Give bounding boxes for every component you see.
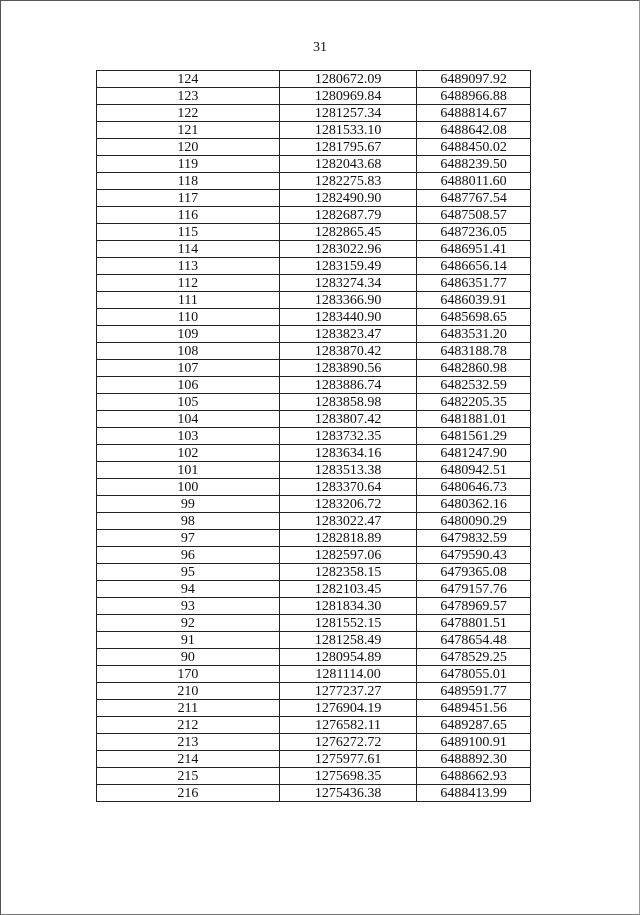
table-row xyxy=(97,547,531,564)
table-row xyxy=(97,734,531,751)
x-coordinate-cell: 1283823.47 xyxy=(279,326,416,343)
y-coordinate-cell: 6480090.29 xyxy=(417,513,531,530)
x-coordinate-cell: 1281795.67 xyxy=(279,139,416,156)
y-coordinate-cell: 6479832.59 xyxy=(417,530,531,547)
page-number: 31 xyxy=(313,40,327,55)
y-coordinate-cell: 6488413.99 xyxy=(417,785,531,802)
table-row xyxy=(97,445,531,462)
table-row xyxy=(97,462,531,479)
y-coordinate-cell: 6479365.08 xyxy=(417,564,531,581)
table-row xyxy=(97,496,531,513)
table-row xyxy=(97,309,531,326)
table-row xyxy=(97,139,531,156)
point-number-cell: 170 xyxy=(97,666,280,683)
table-row xyxy=(97,377,531,394)
point-number-cell: 113 xyxy=(97,258,280,275)
y-coordinate-cell: 6486351.77 xyxy=(417,275,531,292)
point-number-cell: 98 xyxy=(97,513,280,530)
x-coordinate-cell: 1280672.09 xyxy=(279,71,416,88)
y-coordinate-cell: 6488966.88 xyxy=(417,88,531,105)
point-number-cell: 117 xyxy=(97,190,280,207)
table-row xyxy=(97,564,531,581)
table-row xyxy=(97,768,531,785)
point-number-cell: 93 xyxy=(97,598,280,615)
x-coordinate-cell: 1283440.90 xyxy=(279,309,416,326)
table-row xyxy=(97,326,531,343)
table-row xyxy=(97,428,531,445)
table-row xyxy=(97,717,531,734)
table-row xyxy=(97,785,531,802)
x-coordinate-cell: 1281114.00 xyxy=(279,666,416,683)
table-row xyxy=(97,394,531,411)
table-row xyxy=(97,88,531,105)
x-coordinate-cell: 1276272.72 xyxy=(279,734,416,751)
point-number-cell: 110 xyxy=(97,309,280,326)
x-coordinate-cell: 1283370.64 xyxy=(279,479,416,496)
y-coordinate-cell: 6478055.01 xyxy=(417,666,531,683)
y-coordinate-cell: 6489097.92 xyxy=(417,71,531,88)
table-row xyxy=(97,700,531,717)
y-coordinate-cell: 6478529.25 xyxy=(417,649,531,666)
point-number-cell: 104 xyxy=(97,411,280,428)
point-number-cell: 211 xyxy=(97,700,280,717)
table-row xyxy=(97,71,531,88)
table-row xyxy=(97,649,531,666)
point-number-cell: 92 xyxy=(97,615,280,632)
x-coordinate-cell: 1282275.83 xyxy=(279,173,416,190)
point-number-cell: 97 xyxy=(97,530,280,547)
y-coordinate-cell: 6479157.76 xyxy=(417,581,531,598)
point-number-cell: 111 xyxy=(97,292,280,309)
table-row xyxy=(97,241,531,258)
y-coordinate-cell: 6486039.91 xyxy=(417,292,531,309)
point-number-cell: 210 xyxy=(97,683,280,700)
point-number-cell: 216 xyxy=(97,785,280,802)
y-coordinate-cell: 6485698.65 xyxy=(417,309,531,326)
point-number-cell: 212 xyxy=(97,717,280,734)
table-row xyxy=(97,530,531,547)
y-coordinate-cell: 6481881.01 xyxy=(417,411,531,428)
x-coordinate-cell: 1283886.74 xyxy=(279,377,416,394)
x-coordinate-cell: 1281834.30 xyxy=(279,598,416,615)
x-coordinate-cell: 1281258.49 xyxy=(279,632,416,649)
y-coordinate-cell: 6478801.51 xyxy=(417,615,531,632)
table-row xyxy=(97,598,531,615)
y-coordinate-cell: 6480646.73 xyxy=(417,479,531,496)
table-row xyxy=(97,632,531,649)
x-coordinate-cell: 1282818.89 xyxy=(279,530,416,547)
x-coordinate-cell: 1283807.42 xyxy=(279,411,416,428)
y-coordinate-cell: 6487508.57 xyxy=(417,207,531,224)
point-number-cell: 122 xyxy=(97,105,280,122)
table-row xyxy=(97,683,531,700)
x-coordinate-cell: 1281257.34 xyxy=(279,105,416,122)
y-coordinate-cell: 6486951.41 xyxy=(417,241,531,258)
point-number-cell: 213 xyxy=(97,734,280,751)
y-coordinate-cell: 6488450.02 xyxy=(417,139,531,156)
table-row xyxy=(97,581,531,598)
y-coordinate-cell: 6480362.16 xyxy=(417,496,531,513)
table-row xyxy=(97,666,531,683)
y-coordinate-cell: 6489100.91 xyxy=(417,734,531,751)
table-row xyxy=(97,122,531,139)
x-coordinate-cell: 1283274.34 xyxy=(279,275,416,292)
y-coordinate-cell: 6483531.20 xyxy=(417,326,531,343)
table-row xyxy=(97,360,531,377)
point-number-cell: 91 xyxy=(97,632,280,649)
y-coordinate-cell: 6486656.14 xyxy=(417,258,531,275)
table-row xyxy=(97,173,531,190)
y-coordinate-cell: 6489591.77 xyxy=(417,683,531,700)
x-coordinate-cell: 1275977.61 xyxy=(279,751,416,768)
point-number-cell: 107 xyxy=(97,360,280,377)
table-row xyxy=(97,190,531,207)
point-number-cell: 214 xyxy=(97,751,280,768)
y-coordinate-cell: 6488642.08 xyxy=(417,122,531,139)
point-number-cell: 114 xyxy=(97,241,280,258)
point-number-cell: 108 xyxy=(97,343,280,360)
table-row xyxy=(97,258,531,275)
table-row xyxy=(97,513,531,530)
x-coordinate-cell: 1283858.98 xyxy=(279,394,416,411)
x-coordinate-cell: 1280969.84 xyxy=(279,88,416,105)
point-number-cell: 121 xyxy=(97,122,280,139)
y-coordinate-cell: 6489287.65 xyxy=(417,717,531,734)
x-coordinate-cell: 1282043.68 xyxy=(279,156,416,173)
table-row xyxy=(97,207,531,224)
point-number-cell: 95 xyxy=(97,564,280,581)
y-coordinate-cell: 6488892.30 xyxy=(417,751,531,768)
point-number-cell: 123 xyxy=(97,88,280,105)
point-number-cell: 118 xyxy=(97,173,280,190)
x-coordinate-cell: 1275698.35 xyxy=(279,768,416,785)
y-coordinate-cell: 6479590.43 xyxy=(417,547,531,564)
y-coordinate-cell: 6481561.29 xyxy=(417,428,531,445)
point-number-cell: 102 xyxy=(97,445,280,462)
y-coordinate-cell: 6489451.56 xyxy=(417,700,531,717)
table-row xyxy=(97,751,531,768)
y-coordinate-cell: 6480942.51 xyxy=(417,462,531,479)
x-coordinate-cell: 1283732.35 xyxy=(279,428,416,445)
point-number-cell: 124 xyxy=(97,71,280,88)
x-coordinate-cell: 1283890.56 xyxy=(279,360,416,377)
x-coordinate-cell: 1282490.90 xyxy=(279,190,416,207)
point-number-cell: 101 xyxy=(97,462,280,479)
y-coordinate-cell: 6488011.60 xyxy=(417,173,531,190)
table-row xyxy=(97,224,531,241)
y-coordinate-cell: 6482532.59 xyxy=(417,377,531,394)
x-coordinate-cell: 1282358.15 xyxy=(279,564,416,581)
y-coordinate-cell: 6478969.57 xyxy=(417,598,531,615)
x-coordinate-cell: 1282103.45 xyxy=(279,581,416,598)
x-coordinate-cell: 1283870.42 xyxy=(279,343,416,360)
point-number-cell: 103 xyxy=(97,428,280,445)
x-coordinate-cell: 1283159.49 xyxy=(279,258,416,275)
x-coordinate-cell: 1283022.47 xyxy=(279,513,416,530)
x-coordinate-cell: 1276582.11 xyxy=(279,717,416,734)
x-coordinate-cell: 1283513.38 xyxy=(279,462,416,479)
point-number-cell: 90 xyxy=(97,649,280,666)
table-row xyxy=(97,105,531,122)
x-coordinate-cell: 1283022.96 xyxy=(279,241,416,258)
x-coordinate-cell: 1277237.27 xyxy=(279,683,416,700)
point-number-cell: 215 xyxy=(97,768,280,785)
x-coordinate-cell: 1282687.79 xyxy=(279,207,416,224)
x-coordinate-cell: 1275436.38 xyxy=(279,785,416,802)
point-number-cell: 112 xyxy=(97,275,280,292)
y-coordinate-cell: 6482205.35 xyxy=(417,394,531,411)
point-number-cell: 96 xyxy=(97,547,280,564)
table-row xyxy=(97,275,531,292)
y-coordinate-cell: 6487236.05 xyxy=(417,224,531,241)
table-row xyxy=(97,479,531,496)
y-coordinate-cell: 6478654.48 xyxy=(417,632,531,649)
y-coordinate-cell: 6487767.54 xyxy=(417,190,531,207)
point-number-cell: 100 xyxy=(97,479,280,496)
point-number-cell: 106 xyxy=(97,377,280,394)
point-number-cell: 120 xyxy=(97,139,280,156)
x-coordinate-cell: 1280954.89 xyxy=(279,649,416,666)
point-number-cell: 99 xyxy=(97,496,280,513)
table-row xyxy=(97,343,531,360)
x-coordinate-cell: 1283634.16 xyxy=(279,445,416,462)
x-coordinate-cell: 1282597.06 xyxy=(279,547,416,564)
table-row xyxy=(97,156,531,173)
x-coordinate-cell: 1283206.72 xyxy=(279,496,416,513)
x-coordinate-cell: 1281552.15 xyxy=(279,615,416,632)
y-coordinate-cell: 6482860.98 xyxy=(417,360,531,377)
y-coordinate-cell: 6483188.78 xyxy=(417,343,531,360)
coordinates-table xyxy=(96,70,531,802)
y-coordinate-cell: 6488239.50 xyxy=(417,156,531,173)
y-coordinate-cell: 6488814.67 xyxy=(417,105,531,122)
x-coordinate-cell: 1281533.10 xyxy=(279,122,416,139)
point-number-cell: 116 xyxy=(97,207,280,224)
y-coordinate-cell: 6481247.90 xyxy=(417,445,531,462)
point-number-cell: 119 xyxy=(97,156,280,173)
table-row xyxy=(97,615,531,632)
point-number-cell: 105 xyxy=(97,394,280,411)
x-coordinate-cell: 1282865.45 xyxy=(279,224,416,241)
point-number-cell: 115 xyxy=(97,224,280,241)
y-coordinate-cell: 6488662.93 xyxy=(417,768,531,785)
point-number-cell: 109 xyxy=(97,326,280,343)
x-coordinate-cell: 1276904.19 xyxy=(279,700,416,717)
x-coordinate-cell: 1283366.90 xyxy=(279,292,416,309)
table-body xyxy=(97,71,531,802)
table-row xyxy=(97,411,531,428)
point-number-cell: 94 xyxy=(97,581,280,598)
table-row xyxy=(97,292,531,309)
